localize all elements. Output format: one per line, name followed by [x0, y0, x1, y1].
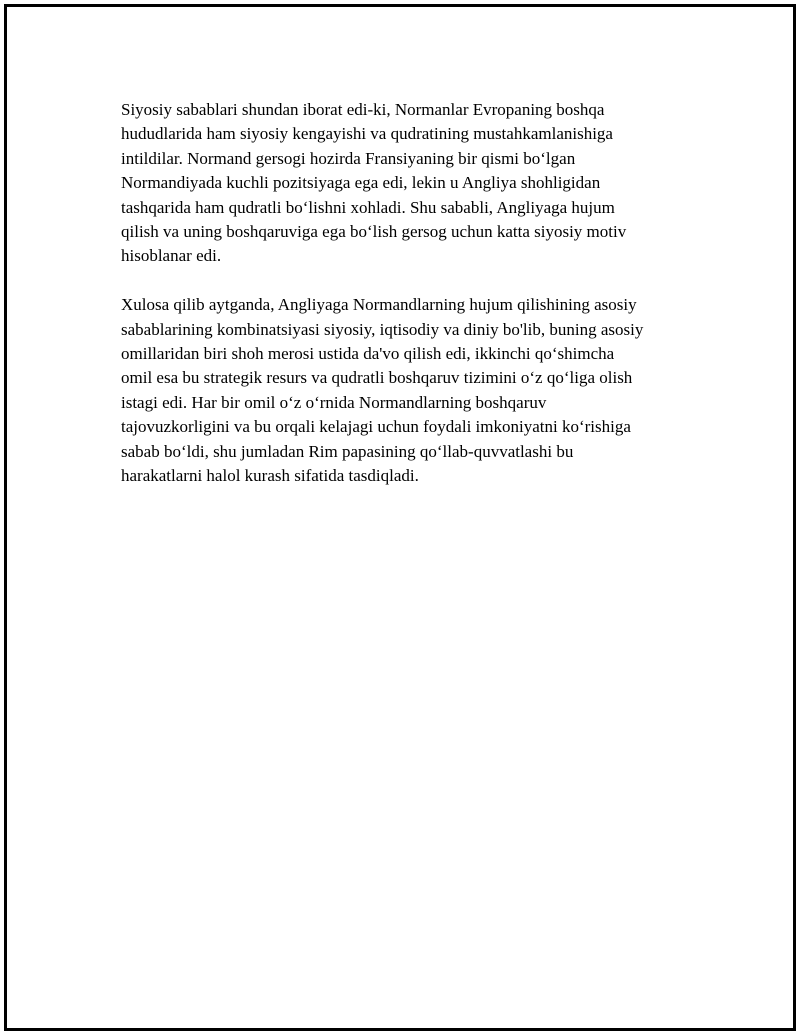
paragraph-conclusion: Xulosa qilib aytganda, Angliyaga Normandlarning hujum qilishining asosiy sabablarining kombinatsiyasi siyosiy, iqtisodiy va diniy bo'lib, buning asosiy omillaridan biri shoh merosi ustida da'vo qilish edi, ikkinchi qo‘shimcha omil esa bu strategik resurs va qudratli boshqaruv tizimini o‘z qo‘liga olish istagi edi. Har bir omil o‘z o‘rnida Normandlarning boshqaruv tajovuzkorligini va bu orqali kelajagi uchun foydali imkoniyatni ko‘rishiga sabab bo‘ldi, shu jumladan Rim papasining qo‘llab-quvvatlashi bu harakatlarni halol kurash sifatida tasdiqladi. [121, 295, 644, 486]
document-body [121, 98, 701, 488]
paragraph-political-reasons: Siyosiy sabablari shundan iborat edi-ki, Normanlar Evropaning boshqa hududlarida ham siyosiy kengayishi va qudratining mustahkamlanishiga intildilar. Normand gersogi hozirda Fransiyaning bir qismi bo‘lgan Normandiyada kuchli pozitsiyaga ega edi, lekin u Angliya shohligidan tashqarida ham qudratli bo‘lishni xohladi. Shu sababli, Angliyaga hujum qilish va uning boshqaruviga ega bo‘lish gersog uchun katta siyosiy motiv hisoblanar edi. [121, 100, 627, 266]
page-border [4, 4, 796, 1031]
